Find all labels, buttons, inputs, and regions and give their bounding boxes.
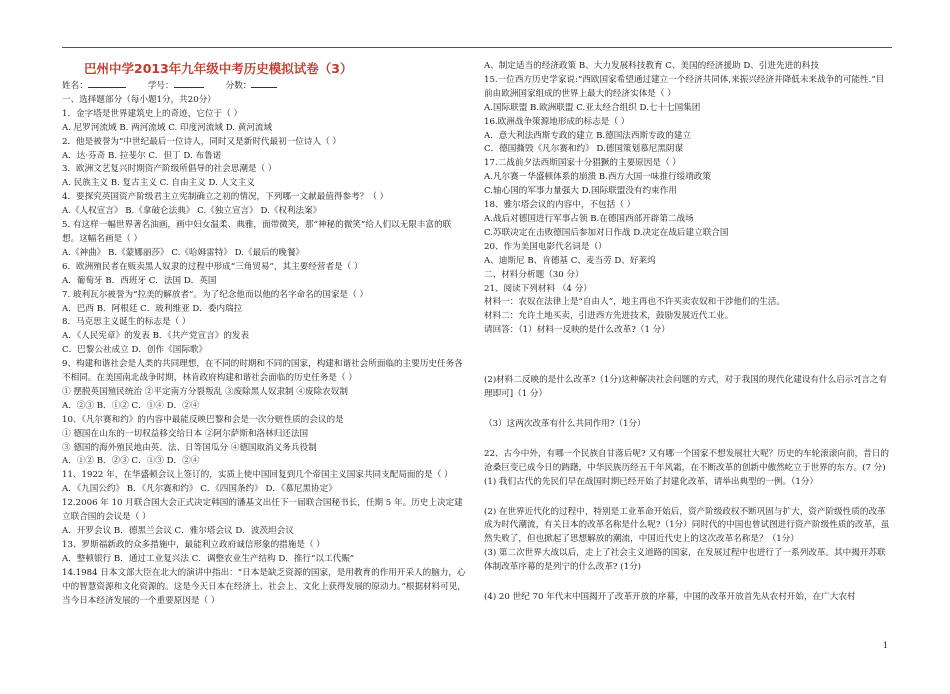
option-line: A．达·芬奇 B. 拉斐尔 C．但丁 D. 布鲁诺	[62, 150, 222, 161]
header-rule	[62, 47, 892, 48]
question-line: 20、作为美国电影代名词是（）	[484, 241, 607, 252]
option-line: A. 民族主义 B. 复古主义 C. 自由主义 D. 人文主义	[62, 178, 255, 189]
option-line: A、迪斯尼 B、肯德基 C、麦当劳 D、好莱坞	[484, 255, 656, 266]
left-column	[62, 60, 468, 608]
option-line: A.凡尔赛－华盛顿体系的崩溃 B.西方大国一味推行绥靖政策	[484, 172, 711, 183]
exam-title: 巴州中学2013年九年级中考历史模拟试卷（3）	[84, 61, 353, 76]
name-field[interactable]	[62, 78, 126, 94]
option-line: A、制定适当的经济政策 B、大力发展科技教育 C、美国的经济援助 D、引进先进的科技	[484, 61, 819, 71]
option-line: A．开罗会议 B．德黑兰会议 C．雅尔塔会议 D．波茨坦会议	[62, 526, 294, 536]
right-column	[484, 60, 892, 605]
option-line: A．葡萄牙 B．西班牙 C．法国 D．英国	[62, 275, 217, 286]
question-line: (2) 在世界近代化的过程中，特别是工业革命开始后，资产阶级政权不断巩固与扩大，资产阶级性质的改革成为时代潮流，有关日本的改革名称是什么呢?（1分）同时代的中国也曾试图进行资产阶级性质的改革，虽然失败了，但也掀起了思想解放的潮流，中国近代史上的这次改革名称是？（1分）	[484, 506, 890, 545]
material-line: 材料一：农奴在法律上是“自由人”，地主再也不许买卖农奴和干涉他们的生活。	[484, 297, 785, 308]
option-line: A. 尼罗河流域 B. 两河流域 C. 印度河流域 D. 黄河流域	[62, 122, 273, 133]
question-line: 7. 玻利瓦尔被誉为“拉美的解放者”。为了纪念他而以他的名字命名的国家是（ ）	[62, 289, 369, 300]
option-line: A．意大利法西斯专政的建立 B.德国法西斯专政的建立	[484, 130, 692, 141]
question-line: 6．欧洲殖民者在贩卖黑人奴隶的过程中形成“三角贸易”，其主要经营者是（ ）	[62, 261, 363, 272]
name-blank[interactable]	[88, 78, 126, 88]
option-line: A.《人权宣言》 B.《拿破仑法典》 C.《独立宣言》 D.《权利法案》	[62, 206, 322, 217]
question-line: 11、1922 年，在华盛顿会议上签订的，实质上使中国回复到几个帝国主义国家共同支配局面的是（ ）	[62, 470, 453, 481]
question-line: 3．欧洲文艺复兴时期资产阶级所倡导的社会思潮是（ ）	[62, 164, 277, 175]
option-line: C．巴黎公社成立 D．创作《国际歌》	[62, 345, 208, 356]
answer-space[interactable]	[484, 338, 892, 374]
question-line: 请回答：（1）材料一反映的是什么改革?（1 分）	[484, 325, 670, 336]
option-line: A．《人民宪章》的发表 B．《共产党宣言》的发表	[62, 331, 250, 342]
answer-space[interactable]	[484, 490, 892, 506]
option-line: C.轴心国的军事力量强大 D.国际联盟没有约束作用	[484, 186, 677, 197]
question-line: (1) 我们古代的先民们早在战国时期已经开始了封建化改革，请举出典型的一例。（1分）	[484, 476, 819, 487]
question-line: 18、雅尔塔会议的内容中，不包括（ ）	[484, 200, 636, 211]
score-label: 分数：	[225, 81, 252, 91]
score-blank[interactable]	[251, 78, 277, 88]
student-id-blank[interactable]	[174, 78, 204, 88]
question-line: 17.二战前夕法西斯国家十分猖獗的主要原因是（ ）	[484, 158, 681, 169]
option-line: A.国际联盟 B.欧洲联盟 C.亚太经合组织 D.七十七国集团	[484, 102, 701, 113]
option-line: A．②③ B．①② C．①④ D．②④	[62, 400, 200, 411]
question-line: 21、阅读下列材料 （4 分）	[484, 283, 592, 294]
option-line: ① 德国在山东的一切权益移交给日本 ②阿尔萨斯和洛林归还法国	[62, 428, 309, 439]
material-line: 材料二：允许土地买卖，引进西方先进技术，鼓励发展近代工业。	[484, 311, 734, 322]
question-line: 12.2006 年 10 月联合国大会正式决定韩国的潘基文出任下一届联合国秘书长，任期 5 年。历史上决定建立联合国的会议是（ ）	[62, 498, 463, 523]
option-line: ③ 德国的海外殖民地由英、法、日等国瓜分 ④德国取消义务兵役制	[62, 442, 317, 453]
question-line: （3）这两次改革有什么共同作用?（1分）	[484, 418, 646, 429]
answer-space[interactable]	[484, 575, 892, 591]
question-line: 8．马克思主义诞生的标志是（ ）	[62, 317, 191, 328]
question-line: 15.一位西方历史学家说:“西欧国家希望通过建立一个经济共同体,来振兴经济并降低未来战争的可能性.”目前由欧洲国家组成的世界上最大的经济实体是（ ）	[484, 74, 885, 99]
question-line: 5. 有这样一幅世界著名油画，画中妇女温柔、典雅，面带微笑，那“神秘的微笑”给人们以无限丰富的联想。这幅名画是（ ）	[62, 220, 452, 244]
student-id-field[interactable]	[148, 78, 204, 94]
question-line: 2．他是被誉为“中世纪最后一位诗人，同时又是新时代最初一位诗人（ ）	[62, 136, 342, 147]
question-line: 9、构建和谐社会是人类的共同理想，在不同的时期和不同的国家，构建和谐社会所面临的主要历史任务各不相同。在美国南北战争时期，林肯政府构建和谐社会面临的历史任务是（ ）	[62, 359, 463, 384]
score-field[interactable]	[226, 78, 278, 94]
option-line: ① 摆脱英国殖民统治 ②平定南方分裂叛乱 ③废除黑人奴隶制 ④废除农奴制	[62, 386, 348, 397]
option-line: A．整顿银行 B．通过工业复兴法 C．调整农业生产结构 D．推行“以工代赈”	[62, 553, 355, 564]
question-line: 10、《凡尔赛和约》的内容中最能反映巴黎和会是一次分赃性质的会议的是	[62, 414, 344, 425]
option-line: A．《九国公约》 B．《凡尔赛和约》 C．《四国条约》 D．《慕尼黑协定》	[62, 484, 337, 495]
choice-questions-continued	[484, 60, 892, 338]
question-line: 13、罗斯福新政的众多措施中，最能利立政府诚信形象的措施是（ ）	[62, 539, 325, 550]
question-line: (4) 20 世纪 70 年代末中国揭开了改革开放的序幕，中国的改革开放首先从农村开始，在广大农村	[484, 592, 856, 603]
option-line: C．德国撕毁《凡尔赛和约》 D.德国策划慕尼黑阴谋	[484, 144, 684, 155]
question-line: 16.欧洲战争策源地形成的标志是（ ）	[484, 116, 630, 127]
question-line: (3) 第二次世界大战以后，走上了社会主义道路的国家，在发展过程中也进行了一系列改革。其中揭开苏联体制改革序幕的是列宁的什么改革? (1分)	[484, 548, 886, 573]
question-line: 14.1984 日本文部大臣在北大的演讲中指出：“日本是缺乏资源的国家，是用教育的作用开采人的脑力，心中的智慧资源和文化资源的。这是今天日本在经济上、社会上、文化上获得发展的原动力。”根据材料可见，当今日本经济发展的一个重要原因是（ ）	[62, 567, 467, 606]
question-line: (2)材料二反映的是什么改革?（1分)这种解决社会问题的方式，对于我国的现代化建设有什么启示?[言之有理即可]（1 分）	[484, 375, 888, 400]
student-id-label: 学号：	[147, 81, 174, 91]
question-line: 1．金字塔是世界建筑史上的奇迹，它位于（ ）	[62, 108, 243, 119]
option-line: A．①② B．②③ C．①③ D．②④	[62, 456, 200, 467]
option-line: A.战后对德国进行军事占领 B.在德国西部开辟第二战场	[484, 213, 694, 224]
section-heading: 二、材料分析题（30 分）	[484, 269, 584, 280]
question-line: 4．要探究英国资产阶级君主立宪制确立之初的情况，下列哪一文献最值得参考？（ ）	[62, 192, 389, 203]
student-info-row	[62, 78, 468, 94]
answer-space[interactable]	[484, 432, 892, 448]
choice-questions	[62, 94, 468, 609]
option-line: C.苏联决定在击败德国后参加对日作战 D.决定在战后建立联合国	[484, 227, 729, 238]
name-label: 姓名：	[62, 81, 88, 91]
page-number: 1	[882, 641, 888, 650]
option-line: A．巴西 B．阿根廷 C．玻利维亚 D．委内瑞拉	[62, 303, 243, 314]
answer-space[interactable]	[484, 402, 892, 418]
section-heading: 一、选择题部分（每小题1分，共20分）	[62, 94, 216, 105]
question-line: 22、古今中外，有哪一个民族自甘落后呢? 又有哪一个国家不想发展壮大呢？历史的车轮滚滚向前，昔日的沧桑巨变已成今日的踌躇，中华民族历经五千年风霜，在不断改革的创新中傲然屹立于世界的东方。(7 分)	[484, 448, 889, 473]
option-line: A.《神曲》 B.《蒙娜丽莎》 C.《哈姆雷特》 D.《最后的晚餐》	[62, 247, 305, 258]
